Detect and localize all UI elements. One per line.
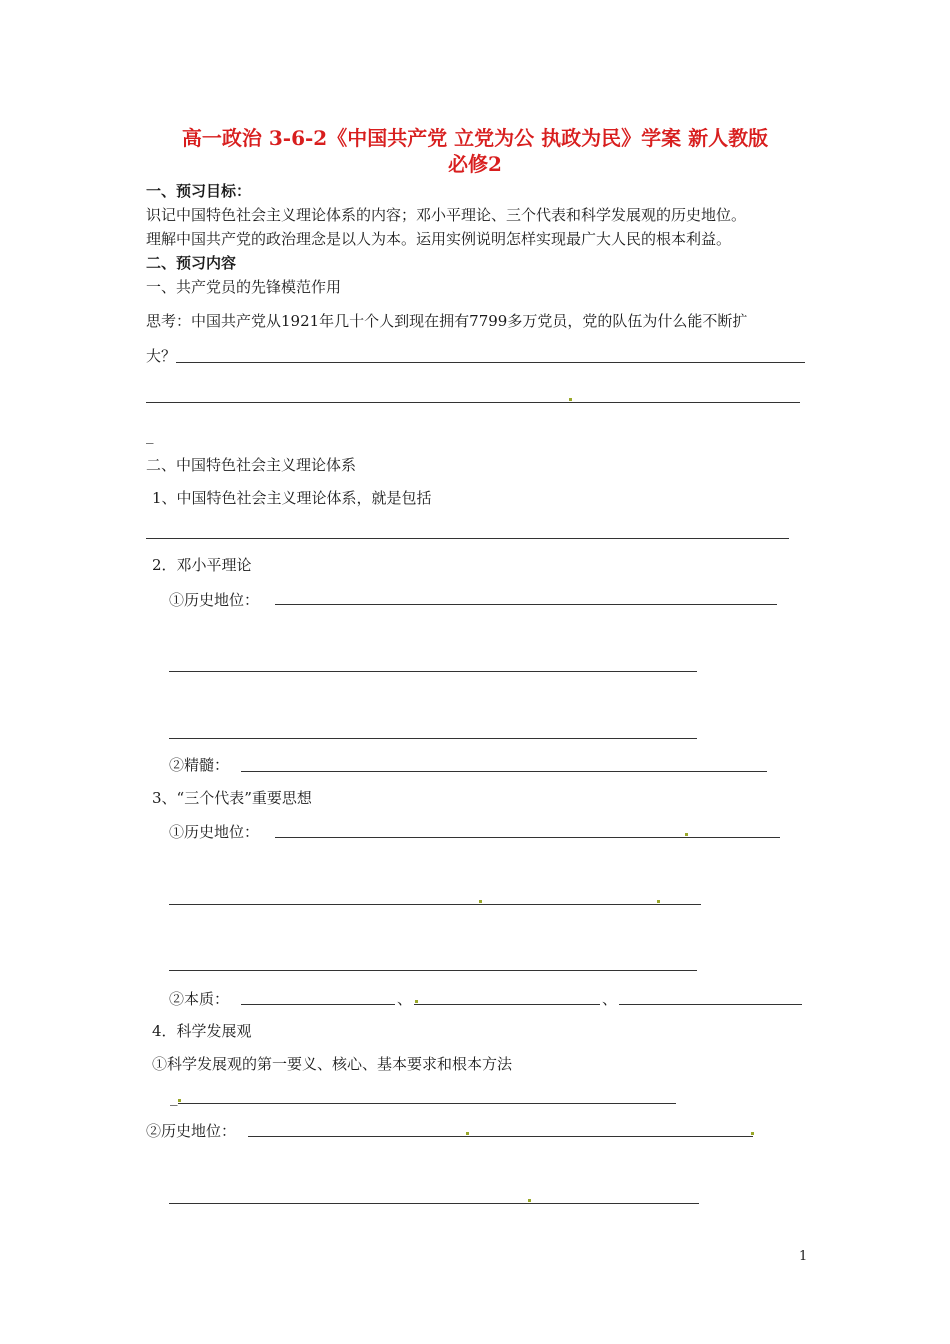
marker-dot — [466, 1132, 469, 1135]
marker-dot — [415, 1000, 418, 1003]
answer-blank[interactable] — [248, 1136, 753, 1137]
answer-blank[interactable] — [169, 738, 697, 739]
marker-dot — [528, 1199, 531, 1202]
stray-mark: _ — [146, 426, 154, 444]
item4-point1-mark: _ — [170, 1088, 178, 1106]
item3-heading: 3、“三个代表”重要思想 — [152, 789, 312, 807]
item3-nature-label: ②本质： — [169, 990, 230, 1008]
marker-dot — [685, 833, 688, 836]
page-number: 1 — [799, 1249, 808, 1264]
part2-heading: 二、中国特色社会主义理论体系 — [146, 456, 357, 474]
answer-blank[interactable] — [275, 837, 780, 838]
question-line2: 大？ — [146, 347, 177, 365]
separator: 、 — [397, 990, 413, 1008]
item4-point1: ①科学发展观的第一要义、核心、基本要求和根本方法 — [152, 1055, 513, 1073]
section2-heading: 二、预习内容 — [146, 254, 237, 272]
question-line1: 思考：中国共产党从1921年几十个人到现在拥有7799多万党员，党的队伍为什么能不断扩 — [146, 312, 748, 330]
answer-blank[interactable] — [176, 362, 805, 363]
answer-blank[interactable] — [241, 771, 767, 772]
marker-dot — [479, 900, 482, 903]
answer-blank[interactable] — [169, 1203, 699, 1204]
document-title-line2: 必修2 — [448, 152, 502, 176]
item2-status-label: ①历史地位： — [169, 591, 260, 609]
answer-blank[interactable] — [619, 1004, 802, 1005]
answer-blank[interactable] — [146, 402, 800, 403]
part1-heading: 一、共产党员的先锋模范作用 — [146, 278, 342, 296]
marker-dot — [657, 900, 660, 903]
section1-heading: 一、预习目标： — [146, 182, 252, 200]
answer-blank[interactable] — [146, 538, 789, 539]
marker-dot — [751, 1132, 754, 1135]
item2-heading: 2．邓小平理论 — [152, 556, 252, 574]
item2-essence-label: ②精髓： — [169, 756, 230, 774]
document-title-line1: 高一政治 3-6-2《中国共产党 立党为公 执政为民》学案 新人教版 — [181, 126, 769, 150]
answer-blank[interactable] — [169, 970, 697, 971]
marker-dot — [178, 1099, 181, 1102]
answer-blank[interactable] — [414, 1004, 600, 1005]
answer-blank[interactable] — [241, 1004, 395, 1005]
section1-text2: 理解中国共产党的政治理念是以人为本。运用实例说明怎样实现最广大人民的根本利益。 — [146, 230, 732, 248]
item4-status-label: ②历史地位： — [146, 1122, 237, 1140]
answer-blank[interactable] — [169, 671, 697, 672]
item4-heading: 4．科学发展观 — [152, 1022, 252, 1040]
answer-blank[interactable] — [178, 1103, 676, 1104]
item3-status-label: ①历史地位： — [169, 823, 260, 841]
section1-text1: 识记中国特色社会主义理论体系的内容；邓小平理论、三个代表和科学发展观的历史地位。 — [146, 206, 747, 224]
answer-blank[interactable] — [275, 604, 777, 605]
item1-text: 1、中国特色社会主义理论体系，就是包括 — [152, 489, 432, 507]
separator: 、 — [602, 990, 618, 1008]
marker-dot — [569, 398, 572, 401]
answer-blank[interactable] — [169, 904, 701, 905]
